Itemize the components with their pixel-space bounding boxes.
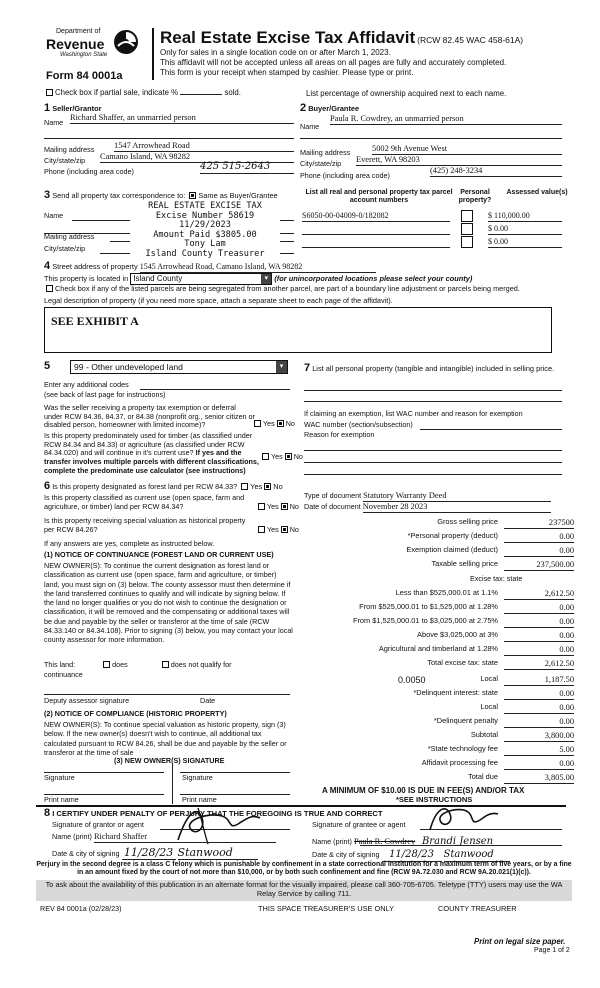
buyer-phone-label: Phone (including area code) (300, 171, 390, 180)
tax-row-total-due: Total due 3,805.00 (330, 773, 580, 785)
exemption-reason-label: Reason for exemption (304, 430, 375, 439)
form-subtitle-1: Only for sales in a single location code on or after March 1, 2023. (160, 48, 391, 57)
if-yes-note: If any answers are yes, complete as instructed below. (44, 539, 215, 548)
grantor-signature-label: Signature of grantor or agent (52, 820, 144, 829)
legal-paper-note: Print on legal size paper. (474, 937, 566, 946)
timber-yes-checkbox[interactable] (262, 453, 269, 460)
wac-number-label: WAC number (section/subsection) (304, 420, 413, 429)
accessibility-notice: To ask about the availability of this publication in an alternate format for the visually impaired, please call 360-705-6705. Teletype (TTY) users may use the WA Relay Service by calling 711. (36, 880, 572, 901)
deputy-signature-label: Deputy assessor signature (44, 696, 130, 705)
buyer-city-label: City/state/zip (300, 159, 342, 168)
personal-checkbox-1[interactable] (461, 210, 473, 222)
additional-codes-hint: (see back of last page for instructions) (44, 390, 166, 399)
treasurer-stamp: REAL ESTATE EXCISE TAX Excise Number 58619 11/29/2023 Amount Paid $3805.00 Tony Lam Island County Treasurer (130, 202, 280, 260)
legal-description-label: Legal description of property (if you need more space, attach a separate sheet to each page of the affidavit). (44, 296, 393, 305)
current-use-no-checkbox[interactable] (281, 503, 288, 510)
exemption-yes-no: Yes No (252, 420, 295, 429)
county-treasurer-label: COUNTY TREASURER (438, 904, 517, 913)
new-owner-print-label: Print name (44, 795, 79, 804)
tax-row-technology-fee: *State technology fee 5.00 (330, 745, 580, 757)
grantee-name-row: Name (print) Paula R. Cowdrey Brandi Jensen (312, 836, 502, 848)
does-qualify-checkbox[interactable] (103, 661, 110, 668)
parcel-number-2[interactable] (302, 224, 450, 235)
doc-type-field[interactable]: Statutory Warranty Deed (363, 491, 551, 502)
current-use-yes-no: Yes No (256, 503, 299, 512)
grantee-name-field[interactable]: Paula R. Cowdrey (353, 837, 416, 846)
local-rate[interactable]: 0.0050 (398, 675, 426, 685)
section3-name-label: Name (44, 211, 64, 220)
notice2-title: (2) NOTICE OF COMPLIANCE (HISTORIC PROPERTY) (44, 709, 227, 718)
form-rcw: (RCW 82.45 WAC 458-61A) (417, 35, 524, 45)
dropdown-arrow-icon: ▾ (261, 274, 271, 284)
new-owner-print2-label: Print name (182, 795, 217, 804)
grantee-agent-name-field[interactable]: Brandi Jensen (421, 836, 494, 847)
personal-col-heading: Personal property? (458, 189, 492, 205)
tax-row-processing-fee: Affidavit processing fee 0.00 (330, 759, 580, 771)
dept-line2: Revenue (46, 36, 105, 52)
assessed-value-3[interactable]: $ 0.00 (488, 237, 562, 248)
tax-row-tier1: Less than $525,000.01 at 1.1% 2,612.50 (330, 589, 580, 601)
assessed-col-heading: Assessed value(s) (506, 189, 568, 196)
tax-row-delinquent-interest-local: Local 0.00 (330, 703, 580, 715)
exemption-no-checkbox[interactable] (277, 420, 284, 427)
section4-street-row: 4 Street address of property 1545 Arrowhead Road, Camano Island, WA 98282 (44, 260, 376, 273)
exemption-yes-checkbox[interactable] (254, 420, 261, 427)
timber-no-checkbox[interactable] (285, 453, 292, 460)
seller-heading: 1 Seller/Grantor (44, 102, 102, 114)
land-use-select[interactable]: 99 - Other undeveloped land ▾ (70, 360, 288, 374)
segregation-checkbox[interactable] (46, 285, 53, 292)
perjury-notice: Perjury in the second degree is a class C felony which is punishable by confinement in a state correctional institution for a maximum term of five years, or by a fine in an amount fixed by the court of not more than $10,000, or by both such confinement and fine (RCW 9A.72.030 and RCW 9A.20.021(1)(c)). (36, 861, 572, 877)
tax-row-local: Local 1,187.50 (330, 675, 580, 687)
grantor-city-field[interactable]: Stanwood (178, 846, 258, 860)
page-number: Page 1 of 2 (534, 947, 570, 954)
dept-line3: Washington State (60, 52, 108, 58)
forest-no-checkbox[interactable] (264, 483, 271, 490)
excise-state-heading: Excise tax: state (470, 574, 523, 583)
form-title: Real Estate Excise Tax Affidavit (160, 28, 416, 47)
assessed-value-2[interactable]: $ 0.00 (488, 224, 562, 235)
dept-line1: Department of (56, 28, 101, 35)
seller-name-label: Name (44, 118, 64, 127)
parcel-number-1[interactable]: S6050-00-04009-0/182082 (302, 211, 450, 222)
tax-row-gross: Gross selling price 237500 (330, 518, 580, 530)
timber-question: Is this property predominately used for timber (as classified under RCW 84.34 and 84.33) or agriculture (as classified under RCW 84.34.020) and will continue in it's current use? If yes and the transfer involves multiple parcels with different classifications, complete the predominate use calculator (see instructions) (44, 431, 259, 475)
street-address-field[interactable]: 1545 Arrowhead Road, Camano Island, WA 98282 (140, 262, 376, 273)
historic-no-checkbox[interactable] (281, 526, 288, 533)
doc-date-row: Date of document November 28 2023 (304, 502, 551, 513)
grantee-date-row: Date & city of signing 11/28/23 Stanwood (312, 849, 510, 862)
current-use-yes-checkbox[interactable] (258, 503, 265, 510)
this-land-row: This land: does does not qualify for (44, 660, 232, 669)
doc-date-field[interactable]: November 28 2023 (363, 502, 551, 513)
grantee-date-field[interactable]: 11/28/23 (382, 849, 442, 862)
tax-row-delinquent-penalty: *Delinquent penalty 0.00 (330, 717, 580, 729)
dropdown-arrow-icon: ▾ (276, 361, 287, 373)
new-owner-signature-label: Signature (44, 773, 75, 782)
seller-city-field[interactable]: Camano Island, WA 98282 (100, 152, 294, 163)
same-as-buyer-checkbox[interactable] (189, 192, 196, 199)
buyer-name-field[interactable]: Paula R. Cowdrey, an unmarried person (330, 114, 562, 125)
exemption-claim-label: If claiming an exemption, list WAC number and reason for exemption (304, 409, 523, 418)
form-subtitle-3: This form is your receipt when stamped by cashier. Please type or print. (160, 68, 414, 77)
partial-sale-row: Check box if partial sale, indicate % sold. (44, 88, 241, 97)
see-instructions-note: *SEE INSTRUCTIONS (396, 795, 473, 804)
current-use-question: Is this property classified as current use (open space, farm and agriculture, or timber) land per RCW 84.34? (44, 493, 245, 511)
section3-mail-label: Mailing address (44, 232, 95, 241)
seller-name-field[interactable]: Richard Shaffer, an unmarried person (70, 113, 294, 124)
county-row: This property is located in Island County ▾ (for unincorporated locations please select your county) (44, 273, 473, 283)
legal-description-text: SEE EXHIBIT A (51, 314, 139, 328)
forest-yes-checkbox[interactable] (241, 483, 248, 490)
county-select[interactable]: Island County ▾ (130, 273, 272, 285)
does-not-qualify-checkbox[interactable] (162, 661, 169, 668)
ownership-note: List percentage of ownership acquired next to each name. (306, 89, 507, 98)
grantee-signature-label: Signature of grantee or agent (312, 820, 406, 829)
form-subtitle-2: This affidavit will not be accepted unless all areas on all pages are fully and accurately completed. (160, 58, 507, 67)
grantee-city-field[interactable]: Stanwood (444, 849, 510, 862)
buyer-phone-field[interactable]: (425) 248-3234 (430, 166, 562, 177)
personal-checkbox-3[interactable] (461, 236, 473, 248)
dor-emblem-icon (112, 28, 140, 56)
revision-code: REV 84 0001a (02/28/23) (40, 904, 122, 913)
treasurer-use-label: THIS SPACE TREASURER'S USE ONLY (258, 904, 395, 913)
tax-row-taxable: Taxable selling price 237,500.00 (330, 560, 580, 572)
form-title-row (160, 28, 523, 48)
section3-heading: 3 Send all property tax correspondence to: Same as Buyer/Grantee (44, 189, 278, 201)
buyer-name-label: Name (300, 122, 320, 131)
personal-checkbox-2[interactable] (461, 223, 473, 235)
seller-phone-label: Phone (including area code) (44, 167, 134, 176)
section5-number: 5 (44, 360, 51, 372)
notice1-title: (1) NOTICE OF CONTINUANCE (FOREST LAND OR CURRENT USE) (44, 550, 274, 559)
tax-row-tier4: Above $3,025,000 at 3% 0.00 (330, 631, 580, 643)
grantor-name-field[interactable]: Richard Shaffer (94, 832, 276, 843)
dor-logo (42, 26, 142, 72)
grantor-date-field[interactable]: 11/28/23 (122, 846, 176, 860)
tax-row-subtotal: Subtotal 3,800.00 (330, 731, 580, 743)
parcel-number-3[interactable] (302, 237, 450, 248)
parcel-col-heading: List all real and personal property tax parcel account numbers (305, 189, 453, 205)
seller-mail-label: Mailing address (44, 145, 95, 154)
tax-row-tier2: From $525,000.01 to $1,525,000 at 1.28% 0.00 (330, 603, 580, 615)
segregation-row: Check box if any of the listed parcels are being segregated from another parcel, are part of a boundary line adjustment or parcels being merged. (44, 285, 520, 294)
notice1-body: NEW OWNER(S): To continue the current designation as forest land or classification as current use (open space, farm and agriculture, or timber) land, you must sign on (3) below. The county assessor must then determine if the land transferred continues to qualify and will indicate by signing below. If the land no longer qualifies or you do not wish to continue the designation or classification, it will be removed and the compensating or additional taxes will be due and payable by the seller or transferor at the time of sale (RCW 84.33.140 or 84.34.108). Prior to signing (3) below, you may contact your local county assessor for more information. (44, 561, 293, 645)
grantee-signature[interactable] (424, 800, 504, 834)
buyer-mail-label: Mailing address (300, 148, 351, 157)
section7-heading: 7 List all personal property (tangible and intangible) included in selling price. (304, 362, 555, 374)
new-owner-signature2-label: Signature (182, 773, 213, 782)
buyer-city-field[interactable]: Everett, WA 98203 (356, 155, 562, 166)
timber-yes-no: Yes No (260, 453, 303, 462)
tax-row-total-state: Total excise tax: state 2,612.50 (330, 659, 580, 671)
tax-row-delinquent-interest-state: *Delinquent interest: state 0.00 (330, 689, 580, 701)
seller-phone-field[interactable]: 425 515-2643 (200, 161, 294, 174)
tax-row-personal: *Personal property (deduct) 0.00 (330, 532, 580, 544)
form-number: Form 84 0001a (46, 70, 123, 82)
legal-description-box[interactable] (44, 307, 552, 353)
notice2-body: NEW OWNER(S): To continue special valuation as historic property, sign (3) below. If the new owner(s) doesn't wish to continue, all additional tax calculated pursuant to RCW 84.26, shall be due and payable by the seller or transferor at the time of sale (44, 720, 287, 757)
historic-yes-no: Yes No (256, 526, 299, 535)
continuance-label: continuance (44, 670, 83, 679)
historic-question: Is this property receiving special valuation as historical property per RCW 84.26? (44, 516, 246, 534)
exemption-question: Was the seller receiving a property tax exemption or deferral under RCW 84.36, 84.37, or 84.38 (nonprofit org., senior citizen or disabled person, homeowner with limited income)? (44, 403, 255, 430)
minimum-fee-note: A MINIMUM OF $10.00 IS DUE IN FEE(S) AND/OR TAX (322, 786, 525, 795)
seller-city-label: City/state/zip (44, 156, 86, 165)
grantor-name-row: Name (print) Richard Shaffer (52, 832, 276, 843)
tax-row-tier3: From $1,525,000.01 to $3,025,000 at 2.75% 0.00 (330, 617, 580, 629)
doc-type-row: Type of document Statutory Warranty Deed (304, 491, 551, 502)
partial-sale-checkbox[interactable] (46, 89, 53, 96)
additional-codes-label: Enter any additional codes (44, 380, 129, 389)
historic-yes-checkbox[interactable] (258, 526, 265, 533)
buyer-heading: 2 Buyer/Grantee (300, 102, 360, 114)
notice3-title: (3) NEW OWNER(S) SIGNATURE (114, 756, 225, 765)
deputy-date-label: Date (200, 696, 216, 705)
seller-mail-field[interactable]: 1547 Arrowhead Road (114, 141, 294, 152)
tax-row-exemption: Exemption claimed (deduct) 0.00 (330, 546, 580, 558)
assessed-value-1[interactable]: $ 110,000.00 (488, 211, 562, 222)
tax-row-agricultural: Agricultural and timberland at 1.28% 0.00 (330, 645, 580, 657)
buyer-mail-field[interactable]: 5002 9th Avenue West (372, 144, 562, 155)
section3-city-label: City/state/zip (44, 244, 86, 253)
certify-heading: 8 I CERTIFY UNDER PENALTY OF PERJURY THAT THE FOREGOING IS TRUE AND CORRECT (44, 807, 383, 819)
grantor-date-row: Date & city of signing 11/28/23 Stanwood (52, 846, 258, 860)
forest-question: 6 Is this property designated as forest land per RCW 84.33? Yes No (44, 480, 283, 492)
